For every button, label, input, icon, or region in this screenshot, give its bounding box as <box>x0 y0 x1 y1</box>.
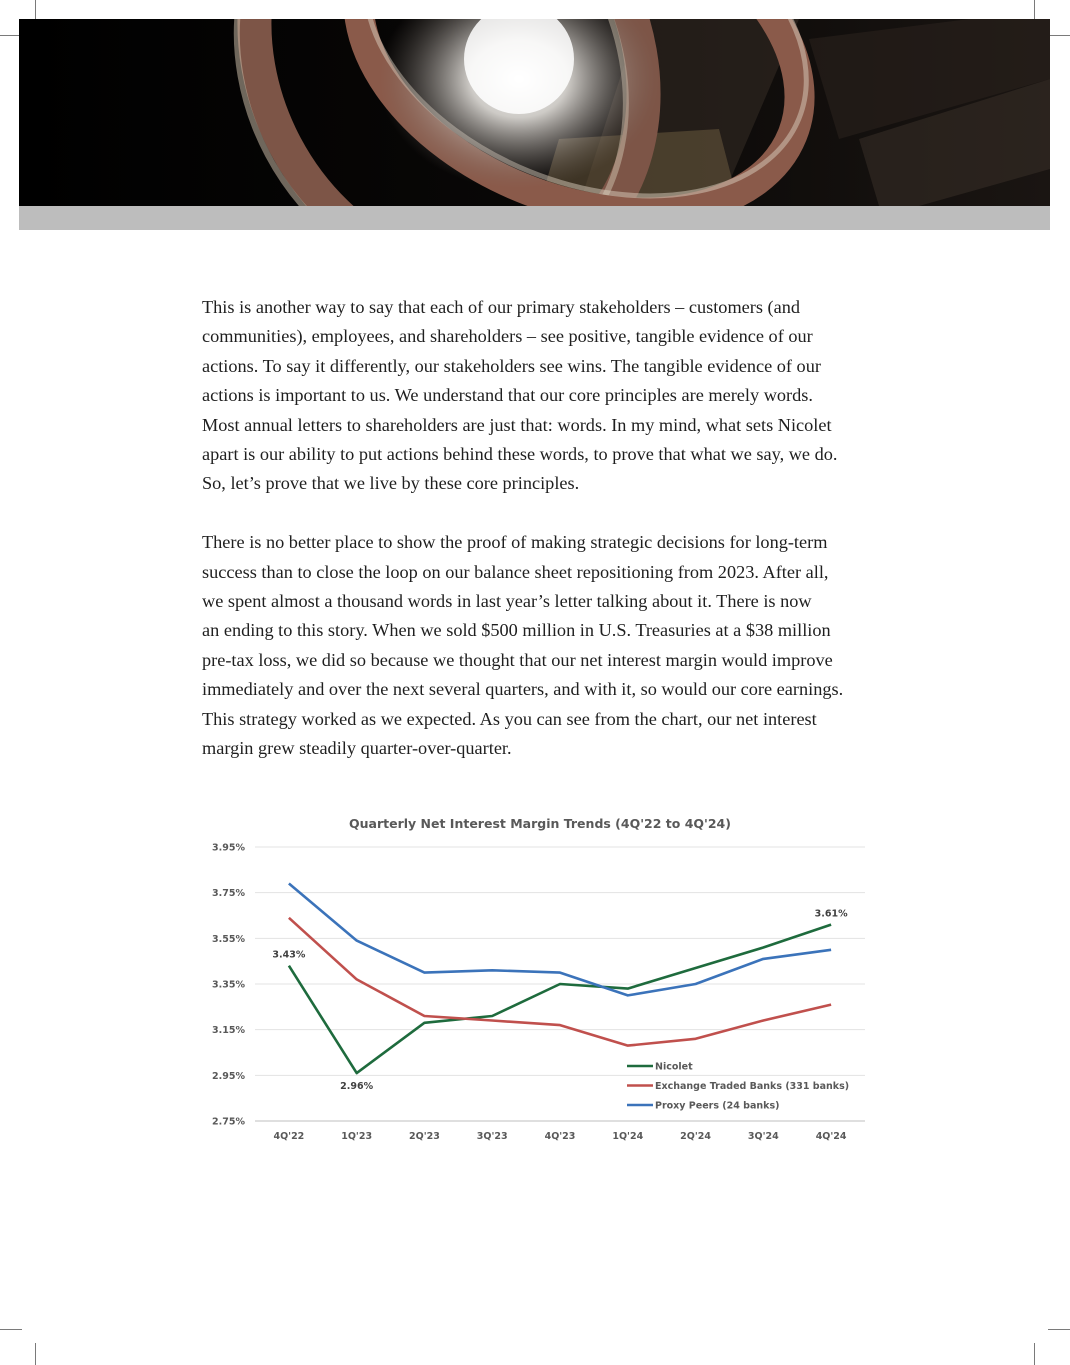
y-axis-ticks <box>212 843 245 1128</box>
text-line: apart is our ability to put actions behind these words, to prove that what we say, we do. <box>202 444 838 465</box>
text-line: There is no better place to show the proof of making strategic decisions for long-term <box>202 532 828 553</box>
banner-gray-bar <box>19 206 1050 230</box>
text-line: pre-tax loss, we did so because we thought that our net interest margin would improve <box>202 649 833 670</box>
text-line: an ending to this story. When we sold $500 million in U.S. Treasuries at a $38 million <box>202 620 831 641</box>
legend-label: Proxy Peers (24 banks) <box>655 1100 780 1112</box>
series-line <box>289 918 831 1046</box>
series-lines <box>289 884 831 1074</box>
line-chart <box>195 805 885 1150</box>
interlocking-rings-sculpture <box>19 19 1050 206</box>
text-line: communities), employees, and shareholders – see positive, tangible evidence of our <box>202 326 813 347</box>
data-labels <box>272 909 848 1092</box>
text-line: So, let’s prove that we live by these core principles. <box>202 473 580 494</box>
x-tick-label: 4Q'22 <box>273 1131 305 1142</box>
text-line: we spent almost a thousand words in last year’s letter talking about it. There is now <box>202 591 812 612</box>
text-line: Most annual letters to shareholders are just that: words. In my mind, what sets Nicolet <box>202 414 832 435</box>
legend <box>627 1062 849 1112</box>
x-tick-label: 3Q'24 <box>747 1131 779 1142</box>
text-line: immediately and over the next several quarters, and with it, so would our core earnings. <box>202 679 844 700</box>
y-tick-label: 2.75% <box>212 1116 245 1128</box>
y-tick-label: 3.35% <box>212 979 245 991</box>
x-tick-label: 1Q'24 <box>612 1131 644 1142</box>
y-tick-label: 3.15% <box>212 1025 245 1037</box>
text-line: actions is important to us. We understand that our core principles are merely words. <box>202 385 813 406</box>
paragraph-2 <box>202 528 922 763</box>
y-tick-label: 3.75% <box>212 888 245 900</box>
chart-title: Quarterly Net Interest Margin Trends (4Q'22 to 4Q'24) <box>349 816 731 831</box>
text-line: success than to close the loop on our balance sheet repositioning from 2023. After all, <box>202 561 829 582</box>
crop-mark-top-right-h <box>1048 35 1070 36</box>
text-line: This strategy worked as we expected. As you can see from the chart, our net interest <box>202 708 817 729</box>
crop-mark-bottom-left-v <box>35 1343 36 1365</box>
y-tick-label: 3.95% <box>212 842 245 854</box>
text-line: actions. To say it differently, our stakeholders see wins. The tangible evidence of our <box>202 355 821 376</box>
crop-mark-bottom-right-h <box>1048 1329 1070 1330</box>
paragraph-gap <box>202 499 922 528</box>
letter-body <box>202 293 922 763</box>
x-tick-label: 2Q'23 <box>409 1131 440 1142</box>
x-axis-ticks <box>273 1131 846 1142</box>
y-tick-label: 2.95% <box>212 1070 245 1082</box>
data-label: 2.96% <box>340 1081 374 1093</box>
y-tick-label: 3.55% <box>212 933 245 945</box>
header-banner-photo <box>19 19 1050 206</box>
crop-mark-bottom-right-v <box>1034 1343 1035 1365</box>
paragraph-1 <box>202 293 922 499</box>
crop-mark-bottom-left-h <box>0 1329 22 1330</box>
data-label: 3.43% <box>272 949 306 961</box>
text-line: This is another way to say that each of our primary stakeholders – customers (and <box>202 297 801 317</box>
x-tick-label: 4Q'24 <box>815 1131 847 1142</box>
series-line <box>289 884 831 996</box>
x-tick-label: 3Q'23 <box>476 1131 508 1142</box>
legend-label: Exchange Traded Banks (331 banks) <box>655 1081 850 1092</box>
x-tick-label: 4Q'23 <box>544 1131 576 1142</box>
text-line: margin grew steadily quarter-over-quarter. <box>202 738 512 759</box>
data-label: 3.61% <box>814 908 848 920</box>
x-tick-label: 1Q'23 <box>341 1131 373 1142</box>
nim-trend-chart <box>195 805 885 1150</box>
x-tick-label: 2Q'24 <box>680 1131 711 1142</box>
legend-label: Nicolet <box>655 1061 693 1073</box>
